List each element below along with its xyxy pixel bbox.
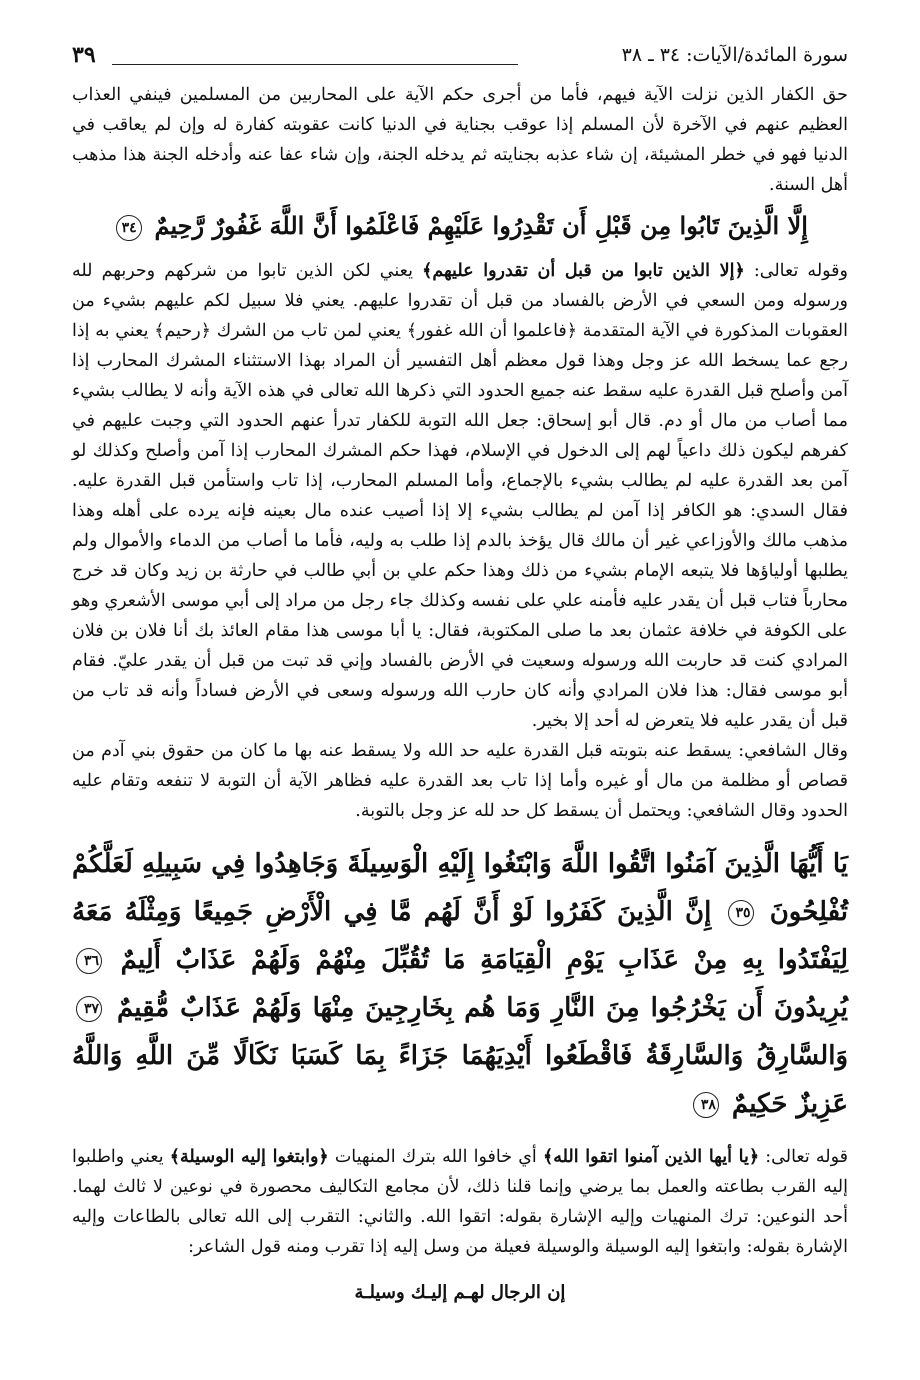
ayah-number-34: ٣٤ [116, 215, 142, 241]
verse-36-text: إِنَّ الَّذِينَ كَفَرُوا لَوْ أَنَّ لَهُم مَّا فِي الْأَرْضِ جَمِيعًا وَمِثْلَهُ مَعَهُ لِيَفْتَدُوا بِهِ مِنْ عَذَابِ يَوْمِ الْقِيَامَةِ مَا تُقُبِّلَ مِنْهُمْ وَلَهُمْ عَذَابٌ أَلِيمٌ [72, 897, 848, 975]
page-number: ٣٩ [72, 42, 104, 68]
header-rule [112, 64, 518, 65]
ayah-number-37: ٣٧ [76, 996, 102, 1022]
ayah-number-35: ٣٥ [728, 900, 754, 926]
paragraph-4-mid: أي خافوا الله بترك المنهيات [328, 1147, 543, 1167]
page-header [72, 40, 848, 80]
poem-line: إن الرجال لهـم إليـك وسيلـة [354, 1282, 566, 1303]
verse-35-text: يَا أَيُّهَا الَّذِينَ آمَنُوا اتَّقُوا اللَّهَ وَابْتَغُوا إِلَيْهِ الْوَسِيلَةَ وَجَاهِدُوا فِي سَبِيلِهِ لَعَلَّكُمْ تُفْلِحُونَ [72, 849, 848, 927]
ayah-number-36: ٣٦ [76, 948, 102, 974]
paragraph-2-quote: ﴿إلا الذين تابوا من قبل أن تقدروا عليهم﴾ [422, 261, 745, 281]
verse-34 [72, 206, 848, 246]
ayah-number-38: ٣٨ [693, 1092, 719, 1118]
paragraph-4 [72, 1142, 848, 1262]
surah-title: سورة المائدة/الآيات: ٣٤ ـ ٣٨ [614, 44, 848, 66]
verses-35-38 [72, 840, 848, 1128]
paragraph-4-quote-1: ﴿يا أيها الذين آمنوا اتقوا الله﴾ [542, 1147, 760, 1167]
verse-38-text: وَالسَّارِقُ وَالسَّارِقَةُ فَاقْطَعُوا أَيْدِيَهُمَا جَزَاءً بِمَا كَسَبَا نَكَالًا مِّنَ اللَّهِ وَاللَّهُ عَزِيزٌ حَكِيمٌ [72, 1041, 848, 1119]
paragraph-2 [72, 256, 848, 736]
paragraph-3: وقال الشافعي: يسقط عنه بتوبته قبل القدرة عليه حد الله ولا يسقط عنه بها ما كان من حقوق بني آدم من قصاص أو مظلمة من مال أو غيره وأما إذا تاب بعد القدرة عليه فظاهر الآية أن التوبة لا تنفعه وتقام عليه الحدود وقال الشافعي: ويحتمل أن يسقط كل حد لله عز وجل بالتوبة. [72, 741, 848, 821]
paragraph-2-lead: وقوله تعالى: [744, 261, 849, 281]
verse-34-text: إِلَّا الَّذِينَ تَابُوا مِن قَبْلِ أَن تَقْدِرُوا عَلَيْهِمْ فَاعْلَمُوا أَنَّ اللَّهَ غَفُورٌ رَّحِيمٌ [154, 211, 808, 240]
paragraph-1: حق الكفار الذين نزلت الآية فيهم، فأما من أجرى حكم الآية على المحاربين من المسلمين فينفي العذاب العظيم عنهم في الآخرة لأن المسلم إذا عوقب بجناية في الدنيا كانت عقوبته كفارة له وإن لم يعاقب في الدنيا فهو في خطر المشيئة، إن شاء عذبه بجنايته ثم يدخله الجنة، وإن شاء عفا عنه وأدخله الجنة هذا مذهب أهل السنة. [72, 85, 848, 195]
paragraph-4-lead: قوله تعالى: [759, 1147, 849, 1167]
paragraph-4-quote-2: ﴿وابتغوا إليه الوسيلة﴾ [169, 1147, 329, 1167]
verse-37-text: يُرِيدُونَ أَن يَخْرُجُوا مِنَ النَّارِ وَمَا هُم بِخَارِجِينَ مِنْهَا وَلَهُمْ عَذَابٌ مُّقِيمٌ [116, 993, 848, 1023]
paragraph-4-rest: يعني واطلبوا إليه القرب بطاعته والعمل بما يرضي وإنما قلنا ذلك، لأن مجامع التكاليف محصورة في نوعين لا ثالث لهما. أحد النوعين: ترك المنهيات وإليه الإشارة بقوله: اتقوا الله. والثاني: التقرب إلى الله تعالى بالطاعات وإليه الإشارة بقوله: وابتغوا إليه الوسيلة والوسيلة فعيلة من وسل إليه إذا تقرب ومنه قول الشاعر: [72, 1147, 848, 1257]
paragraph-2-rest: يعني لكن الذين تابوا من شركهم وحربهم لله ورسوله ومن السعي في الأرض بالفساد من قبل أن تقدروا عليهم. يعني فلا سبيل لكم عليهم بشيء من العقوبات المذكورة في الآية المتقدمة ﴿فاعلموا أن الله غفور﴾ يعني لمن تاب من الشرك ﴿رحيم﴾ يعني به إذا رجع عما يسخط الله عز وجل وهذا قول معظم أهل التفسير أن المراد بهذا الاستثناء المشرك المحارب إذا آمن وأصلح قبل القدرة عليه سقط عنه جميع الحدود التي ذكرها الله تعالى في هذه الآية وأنه لا يطالب بشيء مما أصاب من مال أو دم. قال أبو إسحاق: جعل الله التوبة للكفار تدرأ عنهم الحدود التي وجبت عليهم في كفرهم ليكون ذلك داعياً لهم إلى الدخول في الإسلام، فهذا حكم المشرك المحارب إذا آمن وأصلح وكذلك لو آمن بعد القدرة عليه لم يطالب بشيء بالإجماع، وأما المسلم المحارب، إذا تاب واستأمن قبل القدرة عليه. فقال السدي: هو الكافر إذا آمن لم يطالب بشيء إلا إذا أصيب عنده مال بعينه فإنه يرده على أهله وهذا مذهب مالك والأوزاعي غير أن مالك قال يؤخذ بالدم إذا طلب به وليه، فأما ما أصاب من الدماء والأموال ولم يطلبها أولياؤها فلا يتبعه الإمام بشيء من ذلك وهذا حكم علي بن أبي طالب في حارثة بن زيد وكان قد خرج محارباً فتاب قبل أن يقدر عليه فأمنه علي على نفسه وكذلك جاء رجل من مراد إلى أبي موسى الأشعري وهو على الكوفة في خلافة عثمان بعد ما صلى المكتوبة، فقال: يا أبا موسى هذا مقام العائذ بك أنا فلان بن فلان المرادي كنت قد حاربت الله ورسوله وسعيت في الأرض بالفساد وإني قد تبت من قبل أن يقدر عليّ. فقام أبو موسى فقال: هذا فلان المرادي وأنه كان حارب الله ورسوله وسعى في الأرض فساداً وأنه قد تاب من قبل أن يقدر عليه فلا يتعرض له أحد إلا بخير. [72, 261, 848, 731]
